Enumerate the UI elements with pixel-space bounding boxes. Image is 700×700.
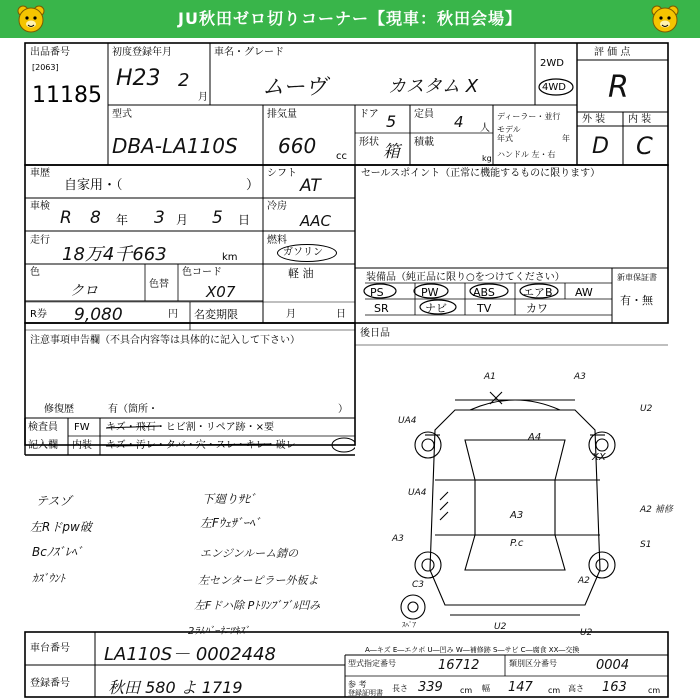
inspector-label: 検査員: [28, 422, 58, 433]
usage-value: 自家用・（: [64, 178, 123, 193]
notes-label: 注意事項申告欄（不具合内容等は具体的に記入して下さい）: [30, 335, 300, 346]
reg-year: H23: [116, 66, 161, 91]
diagram-mark-5: A4: [528, 432, 542, 443]
diagram-mark-2: A3: [574, 372, 586, 382]
equip-abs: ABS: [473, 286, 495, 299]
lot-sub: [2063]: [32, 63, 59, 72]
door-value: 5: [386, 112, 397, 131]
load-label: 積載: [414, 137, 434, 148]
diagram-mark-9: A3: [510, 510, 524, 521]
equip-pw: PW: [421, 286, 439, 299]
diagram-mark-6: XX: [592, 452, 606, 463]
drive-2wd: 2WD: [540, 58, 564, 69]
equip-label: 装備品（純正品に限り○をつけてください）: [366, 272, 565, 283]
colorcode-value: X07: [206, 283, 236, 301]
height-unit: cm: [648, 686, 661, 695]
height-label: 高さ: [568, 684, 584, 693]
length-unit: cm: [460, 686, 473, 695]
fuel-gas: ガソリン: [283, 247, 323, 258]
equip-aw: AW: [575, 286, 593, 299]
note-hw-7: エンジンルーム錆の: [200, 547, 299, 560]
note-hw-9: 左Fドハ除 Pﾄﾘﾝﾌﾞﾌﾞﾙ凹み: [194, 599, 321, 612]
inspect-month: 3: [154, 208, 165, 228]
grade-value: カスタム X: [388, 76, 479, 97]
equip-sr: SR: [374, 302, 389, 315]
dealer-label: ディーラー・並行: [497, 112, 561, 121]
inspect-day: 5: [212, 208, 223, 228]
color-value: クロ: [70, 283, 98, 299]
equip-navi: ナビ: [425, 302, 447, 315]
name-label: 車名・グレード: [214, 47, 284, 58]
diagram-mark-12: A3: [392, 534, 404, 544]
diagram-mark-4: UA4: [398, 416, 417, 426]
name-expiry-month: 月: [286, 309, 296, 320]
equip-airbag: エアB: [523, 286, 553, 299]
reg-month-unit: 月: [198, 92, 208, 103]
plate-label: 登録番号: [30, 678, 70, 689]
equip-tv: TV: [477, 302, 492, 315]
cap-value: 4: [454, 113, 464, 131]
model-year-label: 年式: [497, 134, 513, 143]
eval-label: 評 価 点: [594, 47, 631, 58]
height-value: 163: [602, 680, 627, 695]
note-hw-8: 左センターピラー外板よ: [198, 574, 319, 587]
color-label: 色: [30, 267, 40, 278]
note-hw-4: ｶｽﾞｳﾝﾄ: [32, 572, 65, 585]
class-no-value: 0004: [596, 658, 630, 673]
diagram-mark-8: A2 補修: [640, 505, 673, 515]
diagram-mark-15: U2: [494, 622, 507, 632]
fw-text: キズ・飛石・ヒビ割・リペア跡・×要: [106, 422, 274, 433]
mileage-label: 走行: [30, 235, 50, 246]
door-label: ドア: [359, 109, 379, 120]
ref-label: 参 考: [348, 680, 367, 689]
colorcode-label: 色コード: [182, 267, 222, 278]
mileage-value: 18万4千663: [62, 244, 167, 265]
cap-unit: 人: [480, 123, 490, 134]
inspect-month-unit: 月: [176, 213, 189, 227]
class-no-label: 類別区分番号: [509, 659, 557, 668]
diagram-mark-10: P.c: [510, 538, 524, 549]
postdoc-label: 後日品: [360, 328, 390, 339]
equip-ps: PS: [370, 286, 384, 299]
lot-number: 11185: [32, 83, 102, 108]
width-label: 幅: [482, 684, 490, 693]
shift-label: シフト: [267, 168, 297, 179]
diagram-mark-1: A1: [484, 372, 496, 382]
usage-label: 車歴: [30, 168, 50, 179]
drive-4wd: 4WD: [542, 82, 566, 93]
width-unit: cm: [548, 686, 561, 695]
mileage-unit: km: [222, 252, 238, 263]
interior-label: 内装: [72, 440, 92, 451]
type-value: DBA-LA110S: [112, 134, 238, 158]
recycle-label: R券: [30, 309, 47, 320]
model-label: モデル: [497, 125, 521, 134]
note-hw-2: 左Rドpw破: [30, 520, 92, 534]
repair-value: 有（箇所・: [108, 404, 158, 415]
chassis-label: 車台番号: [30, 643, 70, 654]
note-hw-1: テスゾ: [36, 494, 72, 508]
int-value: C: [636, 132, 653, 160]
ext-value: D: [592, 134, 609, 159]
disp-value: 660: [278, 134, 317, 158]
repair-label: 修復歴: [44, 404, 74, 415]
chassis-value: LA110S－ 0002448: [104, 644, 277, 665]
diagram-mark-13: C3: [412, 580, 425, 590]
fuel-label: 燃料: [267, 235, 287, 246]
model-no-label: 型式指定番号: [348, 659, 396, 668]
interior-text: キズ・汚レ・タバ・穴・スレ・キレ・破レ: [106, 440, 296, 451]
repair-close: ）: [338, 404, 348, 415]
sales-label: セールスポイント（正常に機能するものに限ります）: [361, 168, 601, 179]
length-value: 339: [418, 680, 443, 695]
warranty-value: 有・無: [620, 294, 653, 307]
diagram-spare: ｽﾍﾟｱ: [402, 621, 416, 629]
model-year-unit: 年: [562, 134, 570, 143]
plate-value: 秋田 580 よ 1719: [108, 678, 243, 697]
ac-label: 冷房: [267, 201, 287, 212]
load-unit: kg: [482, 154, 492, 163]
diagram-mark-11: S1: [640, 540, 652, 550]
ref-label-2: 登録証明書: [348, 689, 383, 697]
inspect-year: 8: [90, 208, 101, 228]
recycle-unit: 円: [168, 309, 178, 320]
model-no-value: 16712: [438, 658, 480, 673]
usage-close: ）: [246, 178, 260, 193]
note-hw-3: Bcﾉｽﾞﾚﾍﾞ: [32, 545, 83, 559]
int-label: 内 装: [628, 114, 652, 125]
ac-value: AAC: [300, 212, 331, 230]
damage-legend: A―キズ E―エクボ U―凹み W―補修跡 S―サビ C―腐食 XX―交換: [365, 646, 580, 654]
cap-label: 定員: [414, 109, 434, 120]
lot-label: 出品番号: [30, 47, 70, 58]
ext-label: 外 装: [582, 114, 606, 125]
shape-label: 形状: [359, 137, 379, 148]
fill-label: 記入欄: [28, 440, 58, 451]
shape-value: 箱: [383, 142, 400, 162]
diagram-mark-7: UA4: [408, 488, 427, 498]
name-expiry-label: 名変期限: [194, 308, 238, 321]
length-label: 長さ: [392, 684, 408, 693]
diagram-mark-16: U2: [580, 628, 593, 638]
inspect-year-unit: 年: [116, 213, 129, 227]
inspect-era: R: [60, 208, 72, 228]
fill-marks: [100, 418, 355, 455]
car-damage-diagram: [380, 370, 670, 632]
header-title: JU秋田ゼロ切りコーナー【現車：秋田会場】: [178, 9, 522, 28]
name-value: ムーヴ: [262, 75, 327, 100]
note-hw-10: 2ﾗﾑﾊﾞｰﾈﾆﾂｷｽﾞ: [188, 626, 250, 637]
disp-label: 排気量: [267, 109, 297, 120]
recycle-value: 9,080: [74, 305, 123, 325]
type-label: 型式: [112, 109, 132, 120]
inspect-day-unit: 日: [238, 213, 251, 227]
reg-label: 初度登録年月: [112, 47, 172, 58]
note-hw-5: 下廻りｻﾋﾞ: [202, 492, 257, 506]
disp-unit: cc: [336, 151, 347, 162]
equip-leather: カワ: [526, 302, 548, 315]
eval-score: R: [608, 70, 629, 105]
name-expiry-day: 日: [336, 309, 346, 320]
fuel-diesel: 軽 油: [288, 267, 314, 280]
handle-label: ハンドル 左・右: [497, 150, 556, 159]
diagram-mark-14: A2: [578, 576, 590, 586]
width-value: 147: [508, 680, 533, 695]
note-hw-6: 左Fｳｪｻﾞｰﾍﾞ: [200, 516, 261, 530]
reg-month: 2: [178, 70, 190, 91]
fw-label: FW: [74, 422, 90, 433]
recolor-label: 色替: [149, 279, 169, 290]
diagram-mark-3: U2: [640, 404, 653, 414]
inspect-label: 車検: [30, 201, 50, 212]
shift-value: AT: [300, 176, 321, 196]
warranty-label: 新車保証書: [617, 273, 657, 282]
